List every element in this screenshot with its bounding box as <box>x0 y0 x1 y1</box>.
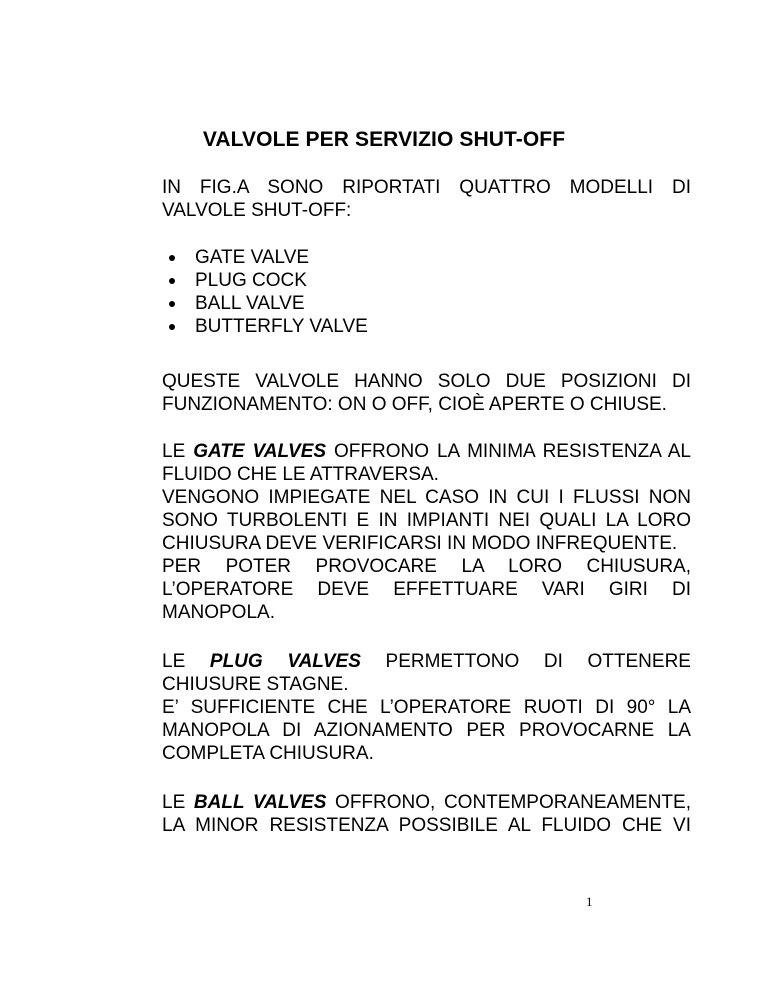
paragraph-line: L’OPERATORE DEVE EFFETTUARE VARI GIRI DI <box>162 579 691 600</box>
list-item: PLUG COCK <box>168 269 368 292</box>
paragraph-line: COMPLETA CHIUSURA. <box>162 743 374 764</box>
ball-valves-term: BALL VALVES <box>193 792 327 813</box>
paragraph-line: PER POTER PROVOCARE LA LORO CHIUSURA, <box>162 556 691 577</box>
gate-valves-paragraph <box>162 440 691 624</box>
paragraph-line: MANOPOLA. <box>162 602 275 623</box>
paragraph-line <box>162 650 691 673</box>
list-item: GATE VALVE <box>168 246 368 269</box>
paragraph-line: FUNZIONAMENTO: ON O OFF, CIOÈ APERTE O CHIUSE. <box>162 394 667 415</box>
positions-paragraph <box>162 370 691 416</box>
intro-line: IN FIG.A SONO RIPORTATI QUATTRO MODELLI DI <box>162 177 691 198</box>
paragraph-line: FLUIDO CHE LE ATTRAVERSA. <box>162 464 439 485</box>
list-item: BALL VALVE <box>168 292 368 315</box>
paragraph-line: QUESTE VALVOLE HANNO SOLO DUE POSIZIONI DI <box>162 371 691 392</box>
paragraph-line: SONO TURBOLENTI E IN IMPIANTI NEI QUALI LA LORO <box>162 510 691 531</box>
gate-valves-term: GATE VALVES <box>193 441 327 462</box>
text-run: OFFRONO LA MINIMA RESISTENZA AL <box>326 441 691 462</box>
paragraph-line <box>162 440 691 463</box>
intro-line: VALVOLE SHUT-OFF: <box>162 200 352 221</box>
plug-valves-paragraph <box>162 650 691 765</box>
text-run: LE <box>162 792 194 813</box>
page-title: VALVOLE PER SERVIZIO SHUT-OFF <box>202 128 566 151</box>
paragraph-line: E’ SUFFICIENTE CHE L’OPERATORE RUOTI DI 90° LA <box>162 697 691 718</box>
paragraph-line: VENGONO IMPIEGATE NEL CASO IN CUI I FLUSSI NON <box>162 487 691 508</box>
text-run: LE <box>162 651 210 672</box>
list-item: BUTTERFLY VALVE <box>168 315 368 338</box>
text-run: OFFRONO, CONTEMPORANEAMENTE, <box>326 792 691 813</box>
paragraph-line <box>162 791 691 814</box>
paragraph-line: CHIUSURE STAGNE. <box>162 674 349 695</box>
intro-paragraph <box>162 176 691 222</box>
valve-list <box>168 246 368 338</box>
plug-valves-term: PLUG VALVES <box>209 651 361 672</box>
paragraph-line: MANOPOLA DI AZIONAMENTO PER PROVOCARNE LA <box>162 720 691 741</box>
text-run: LE <box>162 441 194 462</box>
paragraph-line: CHIUSURA DEVE VERIFICARSI IN MODO INFREQUENTE. <box>162 533 678 554</box>
text-run: PERMETTONO DI OTTENERE <box>360 651 691 672</box>
paragraph-line: LA MINOR RESISTENZA POSSIBILE AL FLUIDO CHE VI <box>162 815 691 836</box>
ball-valves-paragraph <box>162 791 691 837</box>
page-number: 1 <box>586 894 593 909</box>
